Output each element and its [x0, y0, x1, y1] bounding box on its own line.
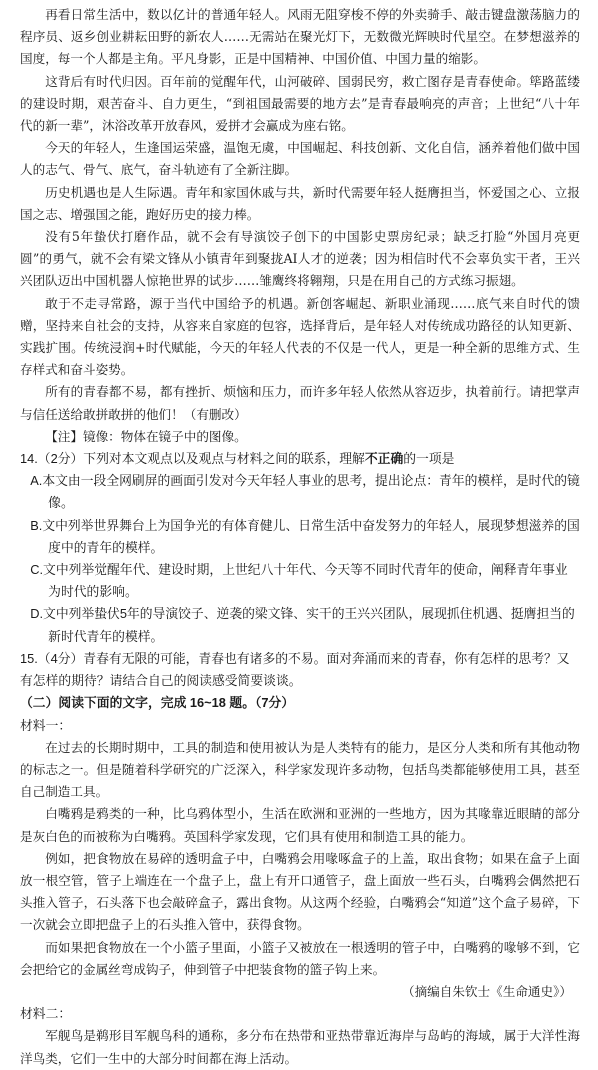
passage-paragraph: 没有5年蛰伏打磨作品，就不会有导演饺子创下的中国影史票房纪录；缺乏打脸“外国月亮更圆”的勇气，就不会有梁文锋从小镇青年到聚拢AI人才的逆袭；因为相信时代不会辜负实干者，王兴兴团队迈出中国机器人惊艳世界的试步……雏鹰终将翱翔，只是在用自己的方式练习振翅。 [20, 229, 580, 289]
passage-paragraph: 敢于不走寻常路，源于当代中国给予的机遇。新创客崛起、新职业涌现……底气来自时代的馈赠，坚持来自社会的支持，从容来自家庭的包容，选择背后，是年轻人对传统成功路径的认知更新、实践扩围。传统浸润+时代赋能，今天的年轻人代表的不仅是一代人，更是一种全新的思维方式、生存样式和奋斗姿势。 [20, 295, 580, 378]
question-14-option-b: B.文中列举世界舞台上为国争光的有体育健儿、日常生活中奋发努力的年轻人，展现梦想滋养的国度中的青年的模样。 [30, 517, 580, 555]
material-1-paragraph: 而如果把食物放在一个小篮子里面，小篮子又被放在一根透明的管子中，白嘴鸦的喙够不到，它会把给它的金属丝弯成钩子，伸到管子中把装食物的篮子钩上来。 [20, 939, 580, 977]
question-14-stem [20, 448, 580, 470]
passage-paragraph: 这背后有时代归因。百年前的觉醒年代，山河破碎、国弱民穷，救亡图存是青春使命。筚路蓝缕的建设时期，艰苦奋斗、自力更生，“到祖国最需要的地方去”是青春最响亮的声音；上世纪“八十年代的新一辈”，沐浴改革开放春风，爱拼才会赢成为座右铭。 [20, 73, 580, 134]
question-14-option-d: D.文中列举蛰伏5年的导演饺子、逆袭的梁文锋、实干的王兴兴团队，展现抓住机遇、挺膺担当的新时代青年的模样。 [30, 606, 575, 644]
passage-paragraph: 历史机遇也是人生际遇。青年和家国休戚与共，新时代需要年轻人挺膺担当，怀爱国之心、立报国之志、增强国之能，跑好历史的接力棒。 [20, 184, 580, 222]
material-1-paragraph: 在过去的长期时期中，工具的制造和使用被认为是人类特有的能力，是区分人类和所有其他动物的标志之一。但是随着科学研究的广泛深入，科学家发现许多动物，包括鸟类都能够使用工具，甚至自己制造工具。 [20, 739, 580, 800]
question-14-stem-lead: 14.（2分）下列对本文观点以及观点与材料之间的联系，理解 [20, 451, 365, 467]
material-1-paragraph: 白嘴鸦是鸦类的一种，比乌鸦体型小，生活在欧洲和亚洲的一些地方，因为其喙靠近眼睛的部分是灰白色的而被称为白嘴鸦。英国科学家发现，它们具有使用和制造工具的能力。 [20, 806, 580, 844]
question-14-emphasis: 不正确 [364, 451, 404, 467]
material-1-paragraph: 例如，把食物放在易碎的透明盒子中，白嘴鸦会用喙啄盒子的上盖，取出食物；如果在盒子上面放一根空管，管子上端连在一个盘子上，盘上有开口通管子，盘上面放一些石头，白嘴鸦会偶然把石头推入管子，石头落下也会敲碎盒子，露出食物。从这两个经验，白嘴鸦会“知道”这个盒子易碎，下一次就会立即把盘子上的石头推入管中，获得食物。 [20, 850, 580, 933]
passage-paragraph: 今天的年轻人，生逢国运荣盛，温饱无虞，中国崛起、科技创新、文化自信，涵养着他们做中国人的志气、骨气、底气，奋斗轨迹有了全新注脚。 [20, 140, 580, 178]
question-14-stem-tail: 的一项是 [403, 451, 455, 467]
passage-paragraph: 再看日常生活中，数以亿计的普通年轻人。风雨无阻穿梭不停的外卖骑手、敲击键盘激荡脑力的程序员、返乡创业耕耘田野的新农人……无需站在聚光灯下，无数微光辉映时代星空。在梦想滋养的国度，每一个人都是主角。平凡身影，正是中国精神、中国价值、中国力量的缩影。 [20, 7, 580, 67]
material-1-source: （摘编自朱钦士《生命通史》） [401, 983, 572, 999]
material-2-label: 材料二： [20, 1006, 72, 1022]
passage-paragraph: 所有的青春都不易，都有挫折、烦恼和压力，而许多年轻人依然从容迈步，执着前行。请把掌声与信任送给敢拼敢拼的他们！（有删改） [20, 384, 580, 422]
annotation-note: 【注】镜像：物体在镜子中的图像。 [45, 428, 247, 444]
material-2-paragraph: 军舰鸟是鹈形目军舰鸟科的通称，多分布在热带和亚热带靠近海岸与岛屿的海域，属于大洋性海洋鸟类，它们一生中的大部分时间都在海上活动。 [20, 1028, 580, 1066]
question-14-option-c: C.文中列举觉醒年代、建设时期，上世纪八十年代、今天等不同时代青年的使命，阐释青年事业为时代的影响。 [30, 562, 568, 600]
question-14-option-a: A.本文由一段全网刷屏的画面引发对今天年轻人事业的思考，提出论点：青年的模样，是时代的镜像。 [30, 473, 580, 511]
material-1-label: 材料一： [20, 717, 72, 733]
section-2-heading: （二）阅读下面的文字，完成 16~18 题。（7分） [20, 695, 295, 711]
question-15: 15.（4分）青春有无限的可能，青春也有诸多的不易。面对奔涌而来的青春，你有怎样的思考？又有怎样的期待？请结合自己的阅读感受简要谈谈。 [20, 650, 570, 689]
